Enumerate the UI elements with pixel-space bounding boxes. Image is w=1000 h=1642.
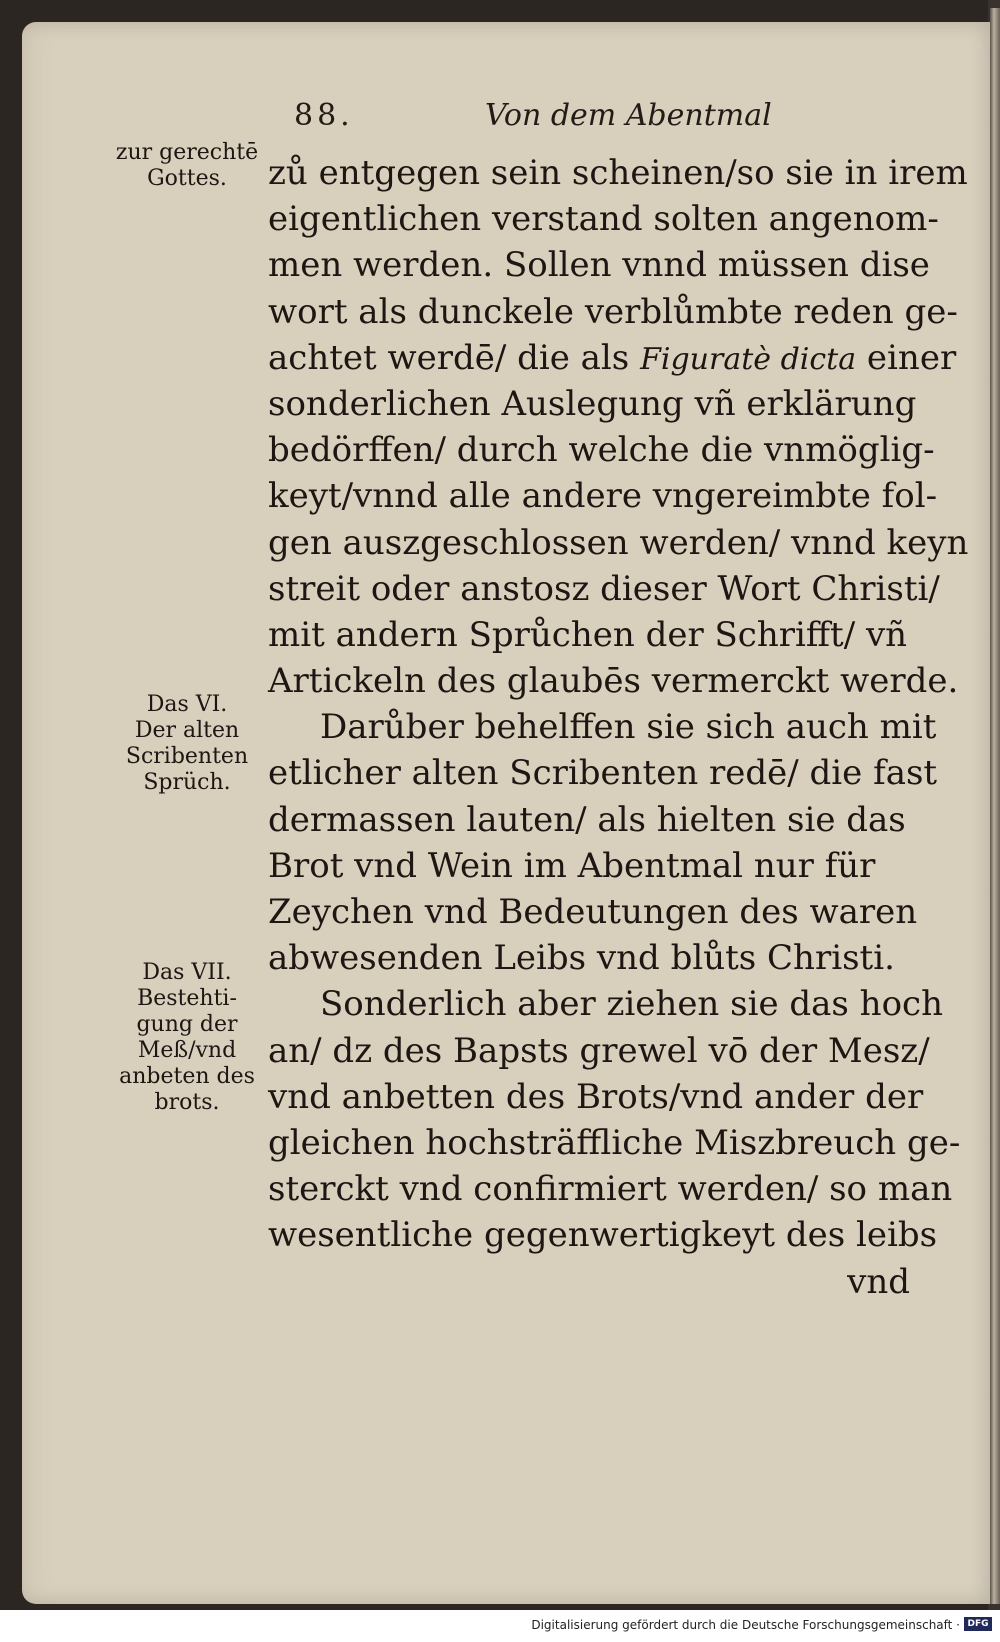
text-line: men werden. Sollen vnnd müssen dise	[268, 245, 930, 286]
text-line: wesentliche gegenwertigkeyt des leibs	[268, 1215, 938, 1256]
dfg-logo: DFG	[964, 1617, 992, 1631]
text-line: Zeychen vnd Bedeutungen des waren	[268, 892, 918, 932]
latin-phrase: Figuratè dicta	[640, 341, 857, 377]
margin-note-line: Bestehti-	[137, 986, 237, 1011]
text-line: wort als dunckele verblůmbte reden ge-	[268, 291, 958, 332]
text-line: streit oder anstosz dieser Wort Christi/	[268, 568, 940, 609]
margin-note-3	[112, 960, 262, 1116]
text-line: vnd anbetten des Brots/vnd ander der	[268, 1076, 924, 1117]
margin-note-line: anbeten des	[119, 1064, 255, 1089]
text-line: etlicher alten Scribenten redē/ die fast	[268, 753, 938, 794]
text-line-end: einer	[856, 337, 957, 378]
text-line: an/ dz des Bapsts grewel vō der Mesz/	[268, 1030, 930, 1071]
text-line: sterckt vnd confirmiert werden/ so man	[268, 1169, 953, 1210]
page-header	[290, 98, 810, 138]
catchword: vnd	[847, 1261, 910, 1302]
margin-note-line: Scribenten	[125, 744, 249, 769]
margin-note-line: Meß/vnd	[137, 1038, 237, 1063]
margin-note-line: Das VII.	[142, 960, 232, 985]
text-line: Artickeln des glaubēs vermerckt werde.	[268, 661, 959, 702]
margin-note-line: brots.	[154, 1090, 220, 1115]
text-line	[268, 335, 957, 381]
text-line: zů entgegen sein scheinen/so sie in irem	[268, 153, 968, 193]
margin-note-line: Das VI.	[146, 692, 228, 717]
page-edge	[990, 8, 1000, 1604]
text-line-start: achtet werdē/ die als	[268, 337, 630, 378]
running-title: Von dem Abentmal	[485, 98, 772, 133]
body-text	[268, 150, 969, 1305]
margin-note-line: gung der	[136, 1012, 238, 1037]
margin-note-line: Der alten	[134, 718, 240, 743]
text-line: Darůber behelffen sie sich auch mit	[320, 707, 937, 748]
margin-note-line: zur gerechtē	[115, 140, 259, 165]
text-line: abwesenden Leibs vnd blůts Christi.	[268, 938, 895, 979]
text-line: sonderlichen Auslegung vñ erklärung	[268, 383, 917, 424]
margin-note-line: Sprüch.	[143, 770, 231, 795]
text-line: Brot vnd Wein im Abentmal nur für	[268, 845, 876, 886]
text-line: keyt/vnnd alle andere vngereimbte fol-	[268, 476, 938, 517]
text-line: bedörffen/ durch welche die vnmöglig-	[268, 430, 935, 471]
text-line: Sonderlich aber ziehen sie das hoch	[320, 984, 943, 1025]
text-line: eigentlichen verstand solten angenom-	[268, 199, 939, 240]
text-line: gleichen hochsträffliche Miszbreuch ge-	[268, 1122, 961, 1163]
margin-note-1	[112, 140, 262, 192]
footer-credit: Digitalisierung gefördert durch die Deutsche Forschungsgemeinschaft ·	[531, 1618, 960, 1632]
page-number: 88.	[294, 98, 354, 133]
text-line: mit andern Sprůchen der Schrifft/ vñ	[268, 614, 908, 655]
text-line: dermassen lauten/ als hielten sie das	[268, 799, 906, 840]
margin-note-line: Gottes.	[147, 166, 227, 191]
margin-note-2	[112, 692, 262, 796]
text-line: gen auszgeschlossen werden/ vnnd keyn	[268, 522, 969, 563]
